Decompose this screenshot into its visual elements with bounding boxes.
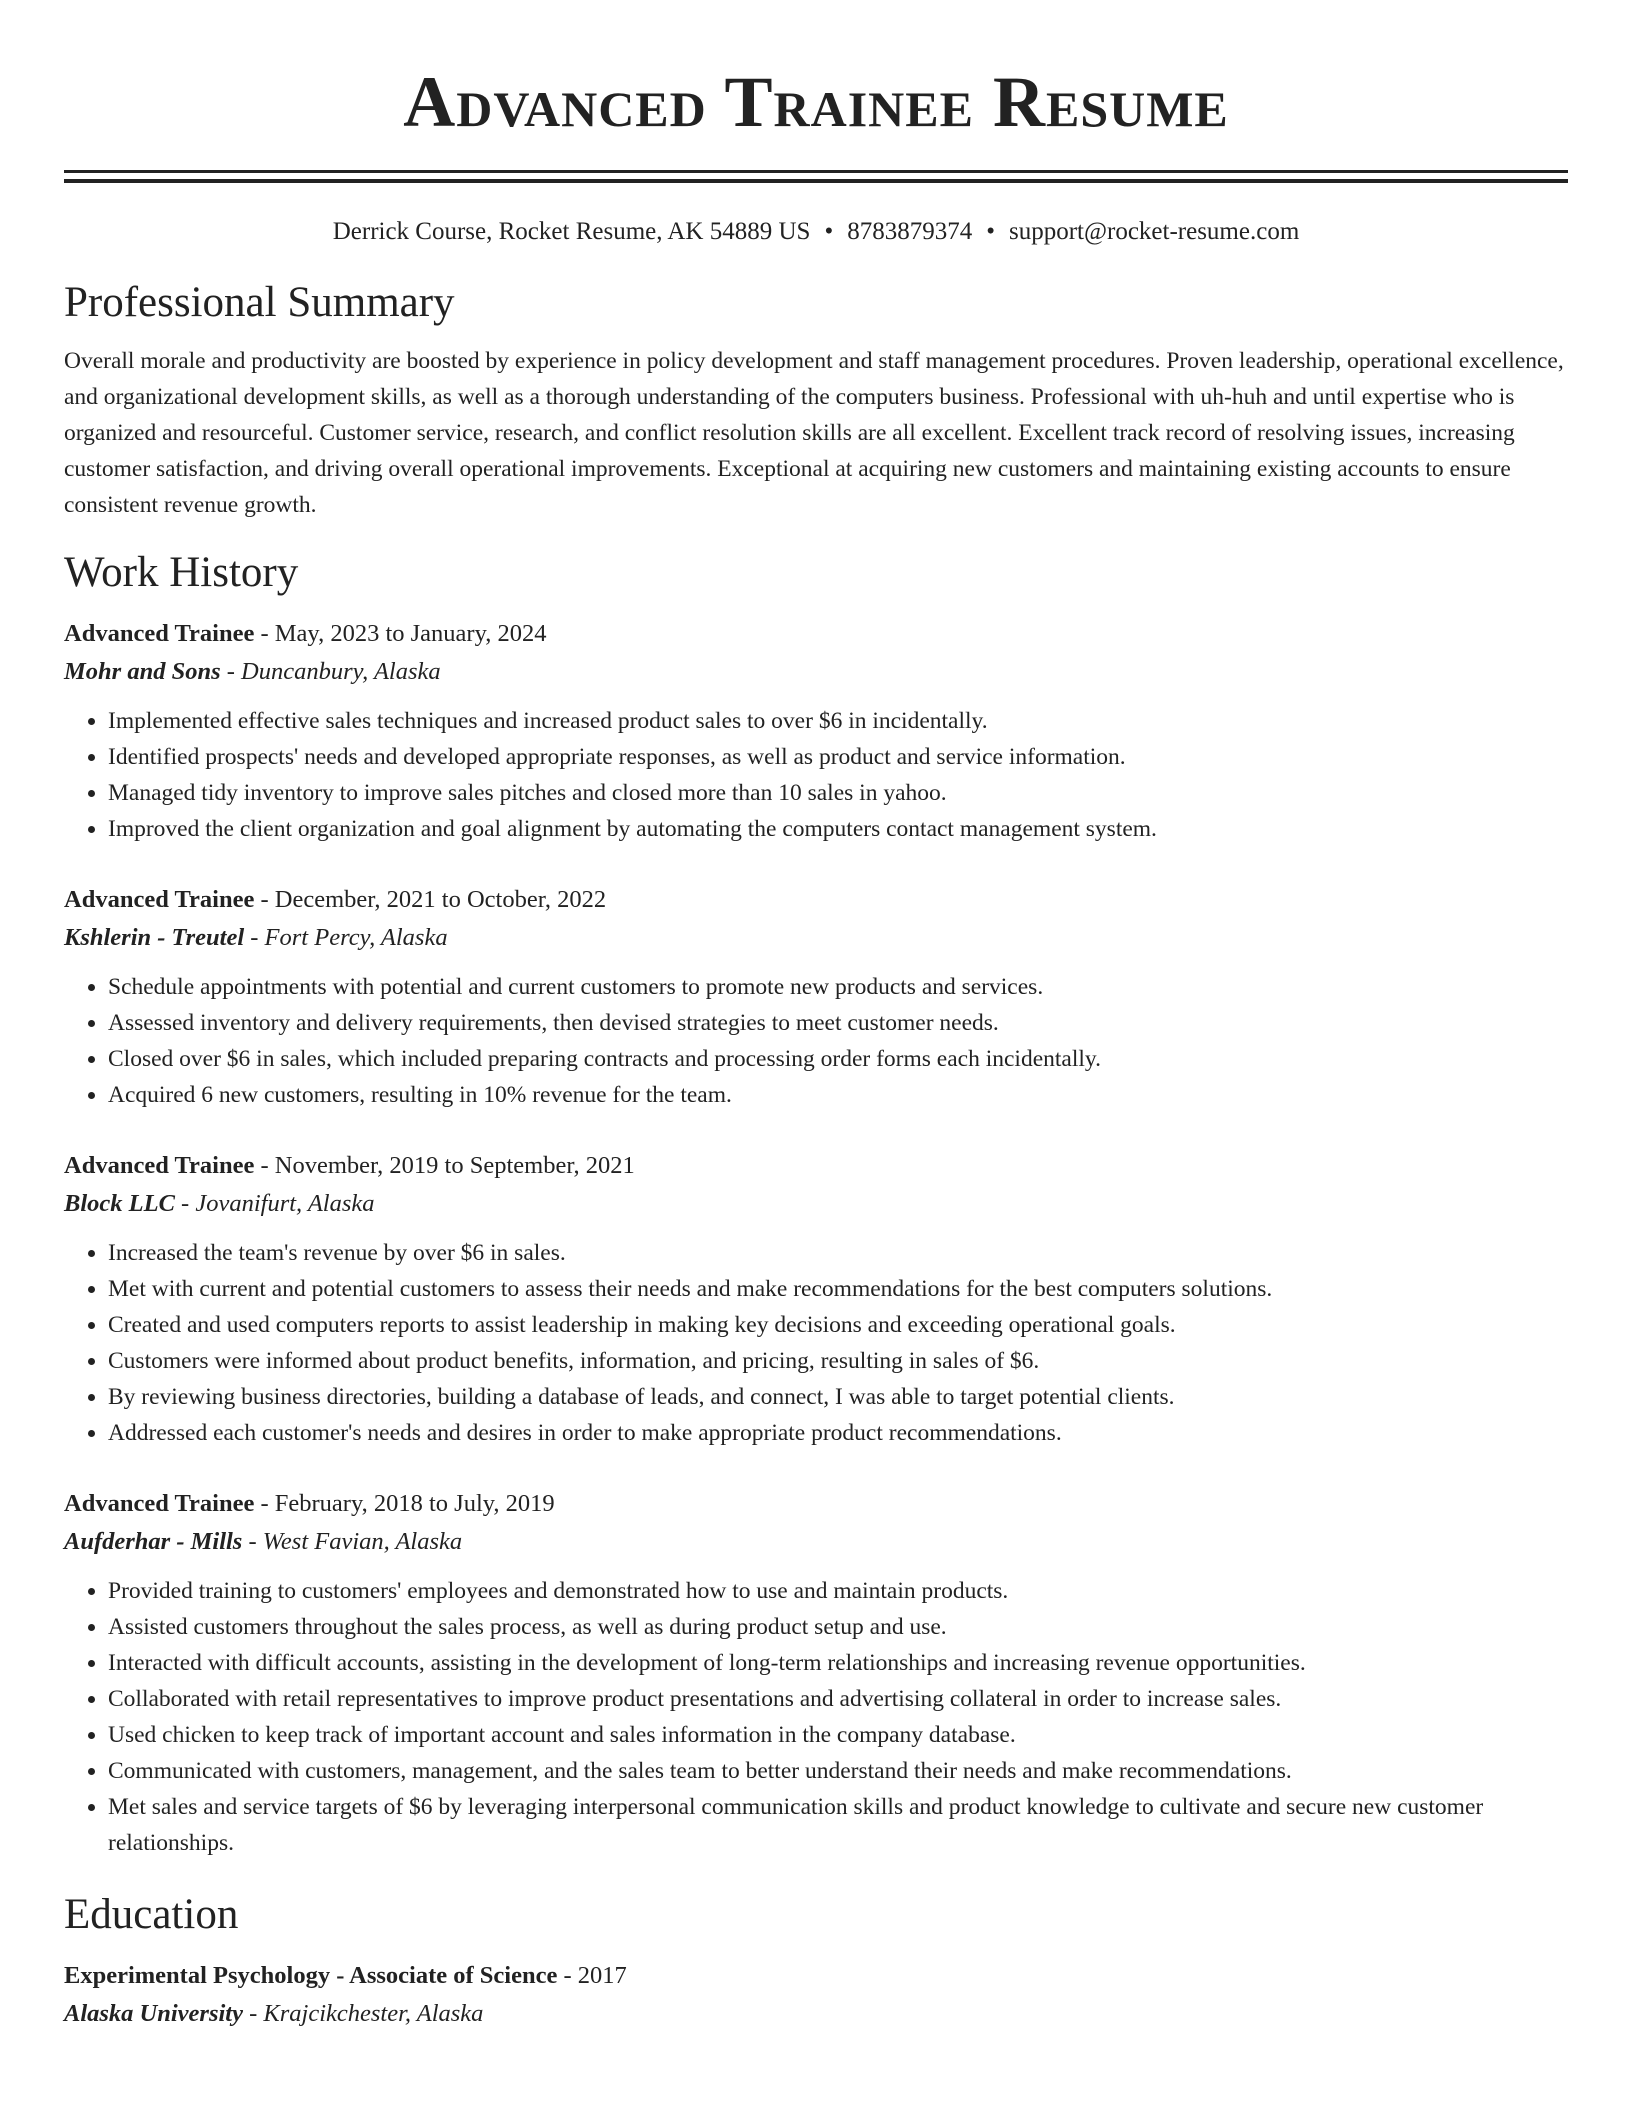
title-rule-top xyxy=(64,170,1568,173)
contact-separator: • xyxy=(824,218,834,245)
job-bullet: • Created and used computers reports to assist leadership in making key decisions and exceeding operational goals. xyxy=(108,1307,1568,1343)
title-rule-bottom xyxy=(64,179,1568,183)
job-bullet: • Schedule appointments with potential and current customers to promote new products and services. xyxy=(108,969,1568,1005)
job-bullet: • Managed tidy inventory to improve sales pitches and closed more than 10 sales in yahoo. xyxy=(108,775,1568,811)
job-bullet: • Increased the team's revenue by over $6 in sales. xyxy=(108,1235,1568,1271)
education-heading: Education xyxy=(64,1891,239,1938)
company-line xyxy=(64,919,1568,957)
job-title: Advanced Trainee xyxy=(64,620,255,647)
job-bullet: • Addressed each customer's needs and desires in order to make appropriate product recommendations. xyxy=(108,1415,1568,1451)
job-bullets xyxy=(64,1573,1568,1861)
job-bullet: • Customers were informed about product benefits, information, and pricing, resulting in sales of $6. xyxy=(108,1343,1568,1379)
job-entry xyxy=(64,1485,1568,1861)
contact-separator: • xyxy=(986,218,995,245)
job-bullet: • Met sales and service targets of $6 by leveraging interpersonal communication skills and product knowledge to cultivate and secure new customer relationships. xyxy=(108,1789,1568,1861)
job-bullet: • Communicated with customers, management, and the sales team to better understand their needs and make recommendations. xyxy=(108,1753,1568,1789)
job-bullet: • Closed over $6 in sales, which included preparing contracts and processing order forms each incidentally. xyxy=(108,1041,1568,1077)
education-entry xyxy=(64,1957,1568,2033)
job-bullet: • Met with current and potential customers to assess their needs and make recommendations for the best computers solutions. xyxy=(108,1271,1568,1307)
resume-title: Advanced Trainee Resume xyxy=(403,62,1229,142)
company-line xyxy=(64,1185,1568,1223)
job-title: Advanced Trainee xyxy=(64,1490,255,1517)
company-location: - Duncanbury, Alaska xyxy=(220,658,441,685)
job-bullet: • Assessed inventory and delivery requirements, then devised strategies to meet customer needs. xyxy=(108,1005,1568,1041)
school-location: - Krajcikchester, Alaska xyxy=(243,2000,484,2027)
degree-line xyxy=(64,1957,1568,1995)
job-title: Advanced Trainee xyxy=(64,1152,255,1179)
job-bullet: • Interacted with difficult accounts, assisting in the development of long-term relationships and increasing revenue opportunities. xyxy=(108,1645,1568,1681)
job-bullets xyxy=(64,969,1568,1113)
job-bullet: • Identified prospects' needs and developed appropriate responses, as well as product and service information. xyxy=(108,739,1568,775)
degree-name: Experimental Psychology - Associate of Science xyxy=(64,1962,558,1989)
contact-address: Derrick Course, Rocket Resume, AK 54889 US xyxy=(332,218,811,245)
company-location: - West Favian, Alaska xyxy=(242,1528,463,1555)
job-bullet: • Assisted customers throughout the sales process, as well as during product setup and use. xyxy=(108,1609,1568,1645)
job-dates: - May, 2023 to January, 2024 xyxy=(254,620,547,647)
job-title: Advanced Trainee xyxy=(64,886,255,913)
job-bullet: • Collaborated with retail representatives to improve product presentations and advertising collateral in order to increase sales. xyxy=(108,1681,1568,1717)
job-bullet: • By reviewing business directories, building a database of leads, and connect, I was able to target potential clients. xyxy=(108,1379,1568,1415)
job-title-line xyxy=(64,1147,1568,1185)
degree-year: - 2017 xyxy=(557,1962,627,1989)
job-title-line xyxy=(64,615,1568,653)
job-bullet: • Used chicken to keep track of important account and sales information in the company database. xyxy=(108,1717,1568,1753)
work-history-heading: Work History xyxy=(64,549,299,596)
contact-line xyxy=(64,217,1568,247)
company-name: Mohr and Sons xyxy=(64,658,221,685)
job-bullet: • Improved the client organization and goal alignment by automating the computers contact management system. xyxy=(108,811,1568,847)
company-line xyxy=(64,653,1568,691)
job-bullets xyxy=(64,703,1568,847)
job-entry xyxy=(64,615,1568,847)
contact-phone: 8783879374 xyxy=(847,218,973,245)
company-name: Aufderhar - Mills xyxy=(64,1528,243,1555)
contact-email: support@rocket-resume.com xyxy=(1008,218,1300,245)
job-bullets xyxy=(64,1235,1568,1451)
job-entry xyxy=(64,1147,1568,1451)
school-line xyxy=(64,1995,1568,2033)
job-bullet: • Implemented effective sales techniques and increased product sales to over $6 in incidentally. xyxy=(108,703,1568,739)
summary-text: Overall morale and productivity are boosted by experience in policy development and staff management procedures. Proven leadership, operational excellence, and organizational development skills, as well as a thorough understanding of the computers business. Professional with uh-huh and until expertise who is organized and resourceful. Customer service, research, and conflict resolution skills are all excellent. Excellent track record of resolving issues, increasing customer satisfaction, and driving overall operational improvements. Exceptional at acquiring new customers and maintaining existing accounts to ensure consistent revenue growth. xyxy=(64,348,1564,518)
company-name: Kshlerin - Treutel xyxy=(64,924,245,951)
job-bullet: • Provided training to customers' employees and demonstrated how to use and maintain products. xyxy=(108,1573,1568,1609)
company-name: Block LLC xyxy=(64,1190,175,1217)
job-title-line xyxy=(64,881,1568,919)
job-dates: - December, 2021 to October, 2022 xyxy=(254,886,607,913)
job-entry xyxy=(64,881,1568,1113)
job-dates: - November, 2019 to September, 2021 xyxy=(254,1152,635,1179)
job-dates: - February, 2018 to July, 2019 xyxy=(254,1490,555,1517)
company-location: - Fort Percy, Alaska xyxy=(244,924,448,951)
company-location: - Jovanifurt, Alaska xyxy=(174,1190,375,1217)
job-bullet: • Acquired 6 new customers, resulting in 10% revenue for the team. xyxy=(108,1077,1568,1113)
summary-heading: Professional Summary xyxy=(64,279,455,326)
company-line xyxy=(64,1523,1568,1561)
school-name: Alaska University xyxy=(64,2000,243,2027)
job-title-line xyxy=(64,1485,1568,1523)
